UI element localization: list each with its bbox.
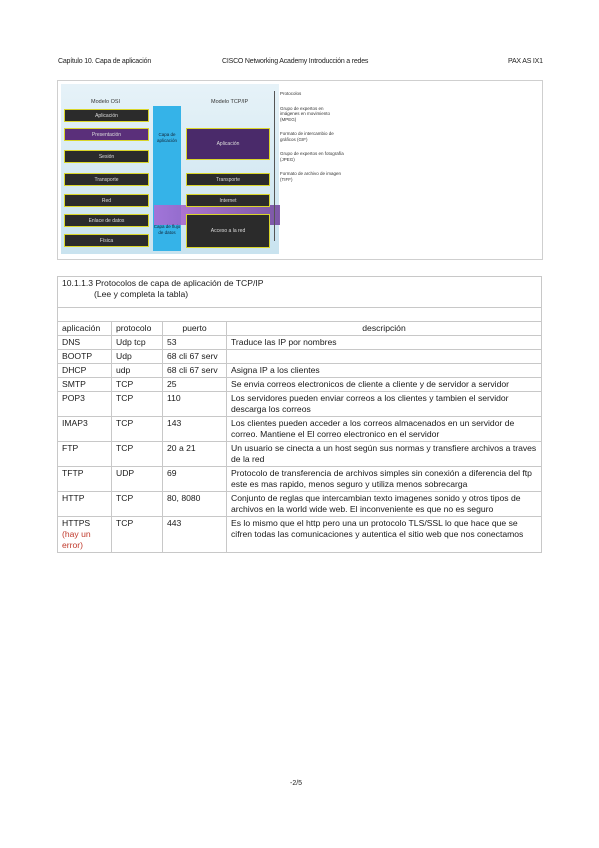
table-row bbox=[58, 492, 542, 517]
tcpip-title: Modelo TCP/IP bbox=[211, 99, 249, 105]
cell-app-name: HTTPS bbox=[62, 518, 91, 528]
cell-app: POP3 bbox=[58, 392, 112, 417]
note-mpeg: Grupo de expertos en imágenes en movimiento (MPEG) bbox=[280, 105, 331, 122]
col-header-app: aplicación bbox=[58, 322, 112, 336]
cell-proto: UDP bbox=[112, 467, 163, 492]
osi-layer-2: Enlace de datos bbox=[64, 214, 149, 227]
cell-desc: Protocolo de transferencia de archivos simples sin conexión a diferencia del ftp este es mas rapido, menos seguro y utiliza menos sobrecarga bbox=[227, 467, 542, 492]
note-tiff: Formato de archivo de imagen (TIFF) bbox=[280, 171, 342, 182]
cell-app: DHCP bbox=[58, 364, 112, 378]
osi-tcpip-figure bbox=[57, 80, 543, 260]
col-header-proto: protocolo bbox=[112, 322, 163, 336]
note-jpeg: Grupo de expertos en fotografía (JPEG) bbox=[280, 151, 344, 162]
cell-proto: TCP bbox=[112, 517, 163, 553]
table-row bbox=[58, 364, 542, 378]
tcpip-layer-internet: Internet bbox=[186, 194, 270, 207]
cell-port: 20 a 21 bbox=[163, 442, 227, 467]
table-row bbox=[58, 442, 542, 467]
cell-desc: Un usuario se cinecta a un host según sus normas y transfiere archivos a traves de la red bbox=[227, 442, 542, 467]
mid-label-top: Capa de aplicación bbox=[156, 132, 177, 143]
cell-app bbox=[58, 517, 112, 553]
cell-app: SMTP bbox=[58, 378, 112, 392]
cell-desc: Asigna IP a los clientes bbox=[227, 364, 542, 378]
table-row bbox=[58, 378, 542, 392]
cell-port: 68 cli 67 serv bbox=[163, 350, 227, 364]
error-note: (hay un error) bbox=[62, 529, 91, 550]
header-chapter: Capítulo 10. Capa de aplicación bbox=[58, 58, 152, 65]
table-row bbox=[58, 336, 542, 350]
table-row bbox=[58, 350, 542, 364]
cell-port: 110 bbox=[163, 392, 227, 417]
cell-desc: Los servidores pueden enviar correos a los clientes y tambien el servidor descarga los correos bbox=[227, 392, 542, 417]
figure-diagram bbox=[61, 84, 279, 254]
header-author: PAX AS IX1 bbox=[508, 58, 543, 65]
col-header-port: puerto bbox=[163, 322, 227, 336]
cell-app: TFTP bbox=[58, 467, 112, 492]
tcpip-layer-transport: Transporte bbox=[186, 173, 270, 186]
figure-notes bbox=[280, 91, 344, 191]
cell-desc: Los clientes pueden acceder a los correos almacenados en un servidor de correo. Mantiene el El correo electronico en el servidor bbox=[227, 417, 542, 442]
cell-app: DNS bbox=[58, 336, 112, 350]
osi-layer-1: Física bbox=[64, 234, 149, 247]
cell-proto: TCP bbox=[112, 492, 163, 517]
cell-port: 143 bbox=[163, 417, 227, 442]
cell-proto: Udp tcp bbox=[112, 336, 163, 350]
cell-desc bbox=[227, 350, 542, 364]
osi-layer-7: Aplicación bbox=[64, 109, 149, 122]
table-row bbox=[58, 392, 542, 417]
osi-layer-5: Sesión bbox=[64, 150, 149, 163]
note-gif: Formato de intercambio de gráficos (GIF) bbox=[280, 131, 334, 142]
cell-app: FTP bbox=[58, 442, 112, 467]
table-title-cell bbox=[58, 277, 542, 308]
note-title: Protocolos bbox=[280, 91, 302, 96]
cell-port: 53 bbox=[163, 336, 227, 350]
cell-desc: Es lo mismo que el http pero una un protocolo TLS/SSL lo que hace que se cifren todas las comunicaciones y autentica el sitio web que nos conectamos bbox=[227, 517, 542, 553]
cell-desc: Traduce las IP por nombres bbox=[227, 336, 542, 350]
cell-app: IMAP3 bbox=[58, 417, 112, 442]
cell-app: HTTP bbox=[58, 492, 112, 517]
cell-proto: TCP bbox=[112, 417, 163, 442]
cell-app: BOOTP bbox=[58, 350, 112, 364]
protocols-table bbox=[57, 276, 542, 553]
header-course: CISCO Networking Academy Introducción a redes bbox=[222, 58, 369, 65]
osi-layer-4: Transporte bbox=[64, 173, 149, 186]
table-row bbox=[58, 517, 542, 553]
table-row bbox=[58, 417, 542, 442]
cell-desc: Se envia correos electronicos de cliente a cliente y de servidor a servidor bbox=[227, 378, 542, 392]
table-title: 10.1.1.3 Protocolos de capa de aplicación de TCP/IP bbox=[62, 278, 264, 288]
cell-proto: TCP bbox=[112, 392, 163, 417]
cell-port: 69 bbox=[163, 467, 227, 492]
cell-port: 443 bbox=[163, 517, 227, 553]
cell-port: 68 cli 67 serv bbox=[163, 364, 227, 378]
cell-port: 25 bbox=[163, 378, 227, 392]
cell-proto: Udp bbox=[112, 350, 163, 364]
mid-label-bottom: Capa de flujo de datos bbox=[153, 224, 181, 235]
osi-layer-6: Presentación bbox=[64, 128, 149, 141]
osi-title: Modelo OSI bbox=[91, 99, 121, 105]
table-header-row bbox=[58, 322, 542, 336]
tcpip-layer-app: Aplicación bbox=[186, 128, 270, 160]
blank-row bbox=[58, 308, 542, 322]
cell-proto: TCP bbox=[112, 378, 163, 392]
cell-port: 80, 8080 bbox=[163, 492, 227, 517]
cell-desc: Conjunto de reglas que intercambian texto imagenes sonido y otros tipos de archivos en la world wide web. El inconveniente es que no es seguro bbox=[227, 492, 542, 517]
table-subtitle: (Lee y completa la tabla) bbox=[94, 289, 189, 299]
cell-proto: udp bbox=[112, 364, 163, 378]
osi-layer-3: Red bbox=[64, 194, 149, 207]
col-header-desc: descripción bbox=[227, 322, 542, 336]
table-row bbox=[58, 467, 542, 492]
cell-proto: TCP bbox=[112, 442, 163, 467]
tcpip-layer-access: Acceso a la red bbox=[186, 214, 270, 248]
page-number: -2/5 bbox=[290, 780, 303, 787]
